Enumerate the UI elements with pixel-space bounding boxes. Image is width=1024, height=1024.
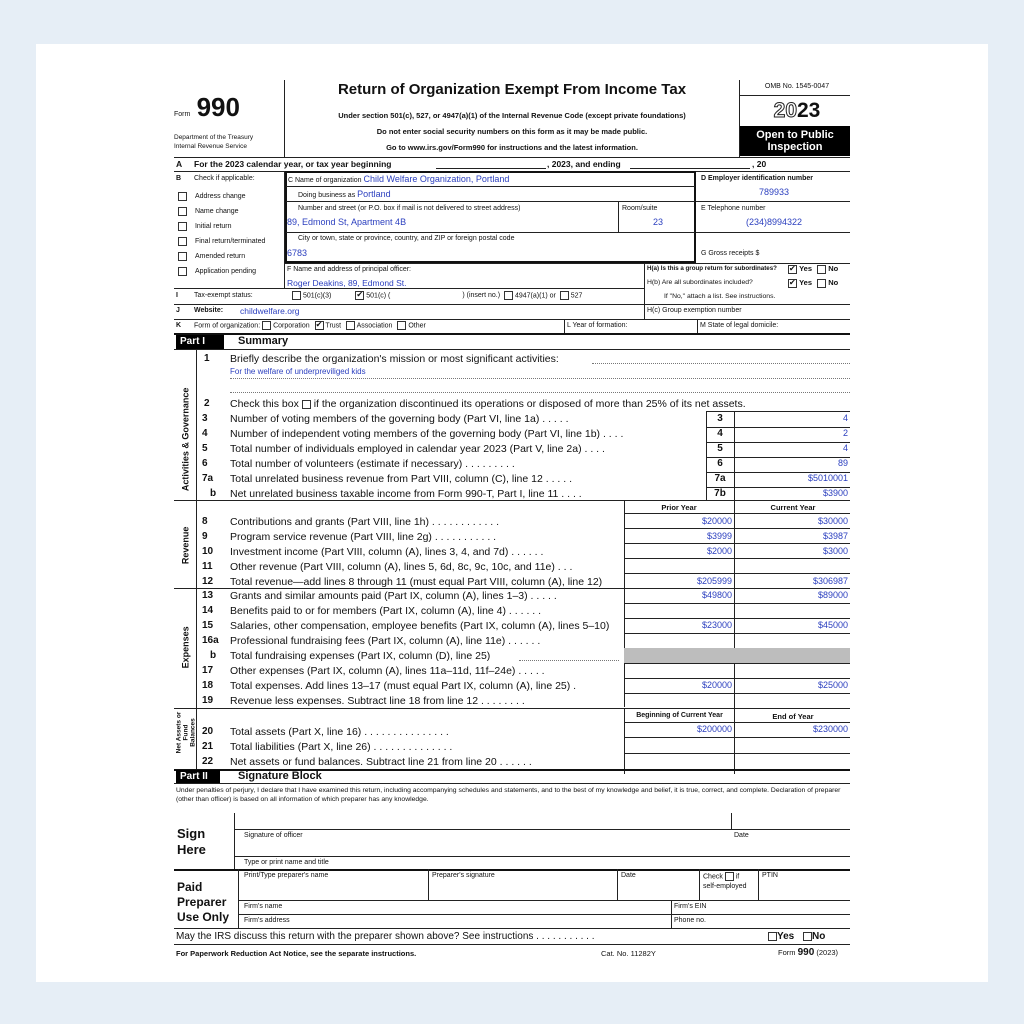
address-change-checkbox[interactable] bbox=[178, 192, 187, 201]
volunteers-value[interactable]: 89 bbox=[837, 458, 848, 468]
section-b-letter: B bbox=[176, 175, 182, 182]
corporation-label: Corporation bbox=[273, 322, 310, 330]
footer-form-year: (2023) bbox=[816, 948, 839, 957]
trust-checkbox[interactable] bbox=[315, 321, 324, 330]
preparer-label: Preparer bbox=[177, 895, 227, 909]
date-label: Date bbox=[734, 832, 749, 839]
4947-checkbox[interactable] bbox=[504, 291, 513, 300]
activities-governance-side-label: Activities & Governance bbox=[180, 387, 191, 492]
hb-note: If "No," attach a list. See instructions. bbox=[664, 293, 776, 300]
end-of-year-header: End of Year bbox=[772, 712, 814, 721]
contributions-current[interactable]: $30000 bbox=[817, 516, 848, 526]
ptin-label: PTIN bbox=[762, 872, 778, 879]
discuss-yes-checkbox[interactable] bbox=[768, 932, 777, 941]
footer-form-number: 990 bbox=[797, 947, 815, 958]
final-return-option[interactable] bbox=[178, 234, 265, 249]
application-pending-option[interactable] bbox=[178, 264, 265, 279]
line-num: 3 bbox=[202, 413, 208, 424]
self-employed-check bbox=[703, 872, 747, 892]
principal-officer-value[interactable]: Roger Deakins, 89, Edmond St. bbox=[287, 278, 407, 288]
name-change-label: Name change bbox=[194, 208, 239, 215]
dba-field[interactable] bbox=[298, 189, 391, 200]
line-num: 8 bbox=[202, 516, 208, 527]
hb-answers bbox=[788, 278, 838, 288]
line-3-row bbox=[174, 413, 850, 428]
mission-value[interactable]: For the welfare of underpreviliged kids bbox=[230, 367, 366, 376]
preparer-date-label: Date bbox=[621, 872, 636, 879]
tax-year-suffix: 23 bbox=[797, 99, 821, 122]
room-value[interactable]: 23 bbox=[652, 217, 663, 227]
catalog-number: Cat. No. 11282Y bbox=[601, 949, 656, 958]
tax-year-prefix: 20 bbox=[773, 99, 797, 122]
independent-members-value[interactable]: 2 bbox=[842, 428, 848, 438]
application-pending-checkbox[interactable] bbox=[178, 267, 187, 276]
address-change-option[interactable] bbox=[178, 189, 265, 204]
form-of-org-label: Form of organization: bbox=[194, 322, 261, 330]
initial-return-option[interactable] bbox=[178, 219, 265, 234]
dept-line-1: Department of the Treasury bbox=[174, 134, 254, 141]
group-exemption-label: H(c) Group exemption number bbox=[647, 307, 742, 314]
org-name-label: C Name of organization bbox=[288, 177, 362, 184]
line-num: 12 bbox=[202, 576, 214, 587]
initial-return-label: Initial return bbox=[194, 223, 232, 230]
form-of-organization bbox=[194, 321, 426, 331]
part-2-label: Part II bbox=[176, 770, 220, 784]
line-text: Number of voting members of the governing body (Part VI, line 1a) . . . . . bbox=[230, 413, 569, 425]
sign-label: Sign bbox=[177, 826, 206, 841]
discontinued-checkbox[interactable] bbox=[302, 400, 311, 409]
ein-label: D Employer identification number bbox=[701, 175, 814, 182]
telephone-label: E Telephone number bbox=[701, 205, 766, 212]
check-label: Check bbox=[703, 873, 723, 881]
name-change-checkbox[interactable] bbox=[178, 207, 187, 216]
name-change-option[interactable] bbox=[178, 204, 265, 219]
form-subtitle-1: Under section 501(c), 527, or 4947(a)(1) of the Internal Revenue Code (except private foundations) bbox=[338, 111, 686, 120]
hb-yes-checkbox[interactable] bbox=[788, 279, 797, 288]
principal-officer-label: F Name and address of principal officer: bbox=[287, 266, 411, 273]
preparer-signature-label: Preparer's signature bbox=[432, 872, 495, 879]
line-6-row bbox=[174, 458, 850, 473]
final-return-label: Final return/terminated bbox=[194, 238, 266, 245]
line-text: Grants and similar amounts paid (Part IX, column (A), lines 1–3) . . . . . bbox=[230, 590, 557, 602]
tax-year bbox=[744, 98, 850, 123]
current-year-header: Current Year bbox=[770, 503, 816, 512]
line-num: 4 bbox=[202, 428, 208, 439]
firm-address-field[interactable] bbox=[284, 915, 668, 927]
city-value[interactable]: 6783 bbox=[287, 248, 308, 258]
street-label: Number and street (or P.O. box if mail is not delivered to street address) bbox=[298, 205, 521, 212]
501c3-checkbox[interactable] bbox=[292, 291, 301, 300]
firm-ein-label: Firm's EIN bbox=[674, 903, 707, 910]
discuss-no-label: No bbox=[812, 931, 826, 942]
telephone-value[interactable]: (234)8994322 bbox=[745, 217, 803, 227]
ha-no-label: No bbox=[828, 264, 839, 273]
tax-exempt-label: Tax-exempt status: bbox=[194, 292, 253, 299]
line-text: Total number of volunteers (estimate if necessary) . . . . . . . . . bbox=[230, 458, 515, 470]
form-label bbox=[174, 92, 240, 123]
program-service-current[interactable]: $3987 bbox=[822, 531, 848, 541]
org-name-field[interactable] bbox=[288, 174, 509, 185]
state-domicile-label: M State of legal domicile: bbox=[700, 322, 779, 329]
association-label: Association bbox=[356, 322, 393, 330]
part-2-title: Signature Block bbox=[238, 770, 322, 782]
tax-year-end-field[interactable] bbox=[630, 168, 750, 169]
part-1-title: Summary bbox=[238, 335, 289, 347]
type-name-label: Type or print name and title bbox=[244, 859, 329, 866]
line-text: Net assets or fund balances. Subtract line 21 from line 20 . . . . . . bbox=[230, 756, 532, 768]
line-text: Other revenue (Part VIII, column (A), lines 5, 6d, 8c, 9c, 10c, and 11e) . . . bbox=[230, 561, 573, 573]
section-j-letter: J bbox=[176, 307, 180, 314]
amended-return-label: Amended return bbox=[194, 253, 246, 260]
paid-label: Paid bbox=[177, 880, 203, 894]
line-box-num: 7a bbox=[714, 473, 726, 484]
revenue-side-label: Revenue bbox=[180, 526, 191, 565]
amended-return-option[interactable] bbox=[178, 249, 265, 264]
preparer-name-label: Print/Type preparer's name bbox=[244, 872, 329, 879]
line-text: Contributions and grants (Part VIII, line 1h) . . . . . . . . . . . . bbox=[230, 516, 500, 528]
tax-year-begin-field[interactable] bbox=[436, 168, 546, 169]
public-line-1: Open to Public bbox=[756, 129, 834, 141]
line-num: b bbox=[210, 488, 217, 499]
line-text: Total unrelated business revenue from Part VIII, column (C), line 12 . . . . . bbox=[230, 473, 572, 485]
total-revenue-prior[interactable]: $205999 bbox=[696, 576, 732, 586]
unrelated-revenue-value[interactable]: $5010001 bbox=[807, 473, 848, 483]
line-num: 21 bbox=[202, 741, 214, 752]
ha-answers bbox=[788, 264, 838, 274]
other-label: Other bbox=[408, 322, 426, 330]
website-value[interactable]: childwelfare.org bbox=[240, 306, 300, 316]
section-b-label: Check if applicable: bbox=[194, 175, 255, 182]
amended-return-checkbox[interactable] bbox=[178, 252, 187, 261]
line-box-num: 5 bbox=[717, 443, 723, 454]
initial-return-checkbox[interactable] bbox=[178, 222, 187, 231]
firm-name-label: Firm's name bbox=[244, 903, 283, 910]
line-text: Professional fundraising fees (Part IX, column (A), line 11e) . . . . . . bbox=[230, 635, 541, 647]
association-checkbox[interactable] bbox=[346, 321, 355, 330]
form-subtitle-2: Do not enter social security numbers on this form as it may be made public. bbox=[376, 127, 648, 136]
salaries-current[interactable]: $45000 bbox=[817, 620, 848, 630]
other-checkbox[interactable] bbox=[397, 321, 406, 330]
section-k-letter: K bbox=[176, 322, 182, 329]
investment-income-current[interactable]: $3000 bbox=[822, 546, 848, 556]
open-to-public-badge bbox=[740, 126, 850, 156]
line-text: Total assets (Part X, line 16) . . . . . . . . . . . . . . . bbox=[230, 726, 449, 738]
hb-no-label: No bbox=[828, 278, 839, 287]
line-a-text: For the 2023 calendar year, or tax year beginning bbox=[194, 159, 392, 169]
line-5-row bbox=[174, 443, 850, 458]
section-i-letter: I bbox=[176, 292, 178, 299]
footer-form-word: Form bbox=[778, 948, 796, 957]
footer-form-id bbox=[778, 947, 838, 959]
501c3-label: 501(c)(3) bbox=[302, 292, 332, 300]
prior-year-header: Prior Year bbox=[661, 503, 697, 512]
dba-value: Portland bbox=[357, 189, 391, 199]
investment-income-prior[interactable]: $2000 bbox=[706, 546, 732, 556]
website-label: Website: bbox=[194, 307, 224, 314]
line-num: 20 bbox=[202, 726, 214, 737]
line-text: Other expenses (Part IX, column (A), lines 11a–11d, 11f–24e) . . . . . bbox=[230, 665, 545, 677]
line-num: 13 bbox=[202, 590, 214, 601]
line-20-row bbox=[174, 726, 850, 741]
line-num: 15 bbox=[202, 620, 214, 631]
preparer-name-field[interactable] bbox=[240, 880, 426, 900]
section-b-checklist bbox=[178, 189, 265, 279]
signature-date-field[interactable] bbox=[732, 813, 850, 829]
line-num: 9 bbox=[202, 531, 208, 542]
line-num: 18 bbox=[202, 680, 214, 691]
total-assets-begin[interactable]: $200000 bbox=[696, 724, 732, 734]
line-text: Program service revenue (Part VIII, line 2g) . . . . . . . . . . . bbox=[230, 531, 497, 543]
line-box-num: 7b bbox=[714, 488, 726, 499]
paperwork-notice: For Paperwork Reduction Act Notice, see the separate instructions. bbox=[176, 949, 417, 958]
line-num: 14 bbox=[202, 605, 214, 616]
salaries-prior[interactable]: $23000 bbox=[701, 620, 732, 630]
line-a-mid: , 2023, and ending bbox=[547, 159, 621, 169]
line-num: 11 bbox=[202, 561, 213, 572]
preparer-signature-field[interactable] bbox=[430, 880, 616, 900]
tax-exempt-options bbox=[292, 291, 582, 301]
ha-yes-label: Yes bbox=[799, 264, 813, 273]
ha-yes-checkbox[interactable] bbox=[788, 265, 797, 274]
room-label: Room/suite bbox=[622, 205, 658, 212]
total-expenses-prior[interactable]: $20000 bbox=[701, 680, 732, 690]
line-2-text-b: if the organization discontinued its operations or disposed of more than 25% of its net assets. bbox=[313, 398, 746, 410]
dept-line-2: Internal Revenue Service bbox=[174, 143, 247, 150]
line-text: Total revenue—add lines 8 through 11 (must equal Part VIII, column (A), line 12) bbox=[230, 576, 603, 588]
line-2-text bbox=[230, 398, 746, 411]
beginning-year-header: Beginning of Current Year bbox=[636, 712, 723, 719]
org-name-value: Child Welfare Organization, Portland bbox=[363, 174, 510, 184]
total-expenses-current[interactable]: $25000 bbox=[817, 680, 848, 690]
gross-receipts-label: G Gross receipts $ bbox=[701, 250, 760, 257]
expenses-side-label: Expenses bbox=[180, 626, 191, 669]
paid-preparer-label bbox=[177, 880, 229, 925]
line-num: 16a bbox=[202, 635, 219, 646]
line-1-number: 1 bbox=[204, 353, 210, 364]
line-box-num: 6 bbox=[717, 458, 723, 469]
grants-paid-current[interactable]: $89000 bbox=[817, 590, 848, 600]
line-4-row bbox=[174, 428, 850, 443]
discuss-no-checkbox[interactable] bbox=[803, 932, 812, 941]
irs-discuss-answers bbox=[768, 931, 825, 943]
ha-label: H(a) Is this a group return for subordinates? bbox=[647, 265, 777, 272]
application-pending-label: Application pending bbox=[194, 268, 257, 275]
line-num: 22 bbox=[202, 756, 214, 767]
line-num: 6 bbox=[202, 458, 208, 469]
line-num: 10 bbox=[202, 546, 214, 557]
officer-signature-field[interactable] bbox=[236, 813, 731, 829]
total-assets-end[interactable]: $230000 bbox=[812, 724, 848, 734]
irs-discuss-question: May the IRS discuss this return with the preparer shown above? See instructions . . . . . . . . . . . bbox=[176, 931, 595, 942]
501c-checkbox[interactable] bbox=[355, 291, 364, 300]
line-text: Total expenses. Add lines 13–17 (must equal Part IX, column (A), line 25) . bbox=[230, 680, 577, 692]
line-text: Total liabilities (Part X, line 26) . . . . . . . . . . . . . . bbox=[230, 741, 453, 753]
ein-value[interactable]: 789933 bbox=[758, 187, 790, 197]
line-text: Investment income (Part VIII, column (A), lines 3, 4, and 7d) . . . . . . bbox=[230, 546, 544, 558]
line-num: 5 bbox=[202, 443, 208, 454]
part-1-label: Part I bbox=[176, 335, 224, 349]
line-num: 17 bbox=[202, 665, 214, 676]
line-num: b bbox=[210, 650, 217, 661]
public-line-2: Inspection bbox=[767, 141, 823, 153]
line-text: Total fundraising expenses (Part IX, column (D), line 25) bbox=[230, 650, 491, 662]
501c-label: 501(c) ( bbox=[366, 292, 391, 300]
form-subtitle-3: Go to www.irs.gov/Form990 for instructions and the latest information. bbox=[386, 143, 638, 152]
hb-yes-label: Yes bbox=[799, 278, 813, 287]
form-word: Form bbox=[174, 111, 191, 118]
line-7a-row bbox=[174, 473, 850, 488]
unrelated-income-value[interactable]: $3900 bbox=[822, 488, 848, 498]
hb-no-checkbox[interactable] bbox=[817, 279, 826, 288]
year-of-formation-label: L Year of formation: bbox=[567, 322, 628, 329]
line-text: Number of independent voting members of the governing body (Part VI, line 1b) . . . . bbox=[230, 428, 624, 440]
form-title: Return of Organization Exempt From Income Tax bbox=[337, 81, 687, 98]
form-number: 990 bbox=[196, 92, 240, 122]
line-text: Benefits paid to or for members (Part IX, column (A), line 4) . . . . . . bbox=[230, 605, 542, 617]
hb-label: H(b) Are all subordinates included? bbox=[647, 279, 753, 286]
use-only-label: Use Only bbox=[177, 910, 230, 924]
self-employed-checkbox[interactable] bbox=[725, 872, 734, 881]
firm-address-label: Firm's address bbox=[244, 917, 290, 924]
4947-label: 4947(a)(1) or bbox=[514, 292, 556, 300]
print-name-title-field[interactable] bbox=[236, 842, 850, 856]
dba-label: Doing business as bbox=[298, 192, 356, 199]
fundraising-total-field[interactable] bbox=[519, 660, 619, 661]
signature-of-officer-label: Signature of officer bbox=[244, 832, 303, 839]
ha-no-checkbox[interactable] bbox=[817, 265, 826, 274]
perjury-declaration: Under penalties of perjury, I declare that I have examined this return, including accompanying schedules and statements, and to the best of my knowledge and belief, it is true, correct, and complete. Declaration of preparer (other than officer) is based on all information of which preparer has any knowledge. bbox=[176, 787, 841, 803]
self-employed-label: self-employed bbox=[703, 883, 747, 891]
line-text: Salaries, other compensation, employee benefits (Part IX, column (A), lines 5–10) bbox=[230, 620, 610, 632]
if-label: if bbox=[735, 873, 740, 881]
grants-paid-prior[interactable]: $49800 bbox=[701, 590, 732, 600]
contributions-prior[interactable]: $20000 bbox=[701, 516, 732, 526]
employees-value[interactable]: 4 bbox=[842, 443, 848, 453]
line-num: 7a bbox=[202, 473, 214, 484]
discuss-yes-label: Yes bbox=[777, 931, 795, 942]
street-value[interactable]: 89, Edmond St, Apartment 4B bbox=[287, 217, 407, 227]
line-2-number: 2 bbox=[204, 398, 210, 409]
net-assets-line-1: Net Assets or bbox=[175, 711, 183, 754]
total-revenue-current[interactable]: $306987 bbox=[812, 576, 848, 586]
line-1-text: Briefly describe the organization's mission or most significant activities: bbox=[230, 353, 559, 365]
voting-members-value[interactable]: 4 bbox=[842, 413, 848, 423]
527-checkbox[interactable] bbox=[560, 291, 569, 300]
line-a-end: , 20 bbox=[752, 159, 767, 169]
line-box-num: 4 bbox=[717, 428, 723, 439]
net-assets-line-2: Fund Balances bbox=[182, 718, 197, 747]
line-a-letter: A bbox=[176, 159, 183, 169]
phone-label: Phone no. bbox=[674, 917, 706, 924]
address-change-label: Address change bbox=[194, 193, 246, 200]
insert-no-label: ) (insert no.) bbox=[462, 292, 501, 300]
program-service-prior[interactable]: $3999 bbox=[706, 531, 732, 541]
firm-name-field[interactable] bbox=[284, 901, 668, 913]
line-num: 19 bbox=[202, 695, 214, 706]
line-box-num: 3 bbox=[717, 413, 723, 424]
group-return-question bbox=[647, 265, 777, 272]
line-text: Revenue less expenses. Subtract line 18 from line 12 . . . . . . . . bbox=[230, 695, 525, 707]
department bbox=[174, 133, 253, 151]
final-return-checkbox[interactable] bbox=[178, 237, 187, 246]
trust-label: Trust bbox=[325, 322, 342, 330]
here-label: Here bbox=[177, 842, 206, 857]
corporation-checkbox[interactable] bbox=[262, 321, 271, 330]
line-2-text-a: Check this box bbox=[230, 398, 299, 410]
sign-here-label bbox=[177, 826, 206, 858]
527-label: 527 bbox=[570, 292, 583, 300]
omb-number: OMB No. 1545-0047 bbox=[764, 83, 830, 90]
line-text: Net unrelated business taxable income from Form 990-T, Part I, line 11 . . . . bbox=[230, 488, 582, 500]
line-text: Total number of individuals employed in calendar year 2023 (Part V, line 2a) . . . . bbox=[230, 443, 605, 455]
city-label: City or town, state or province, country, and ZIP or foreign postal code bbox=[298, 235, 515, 242]
